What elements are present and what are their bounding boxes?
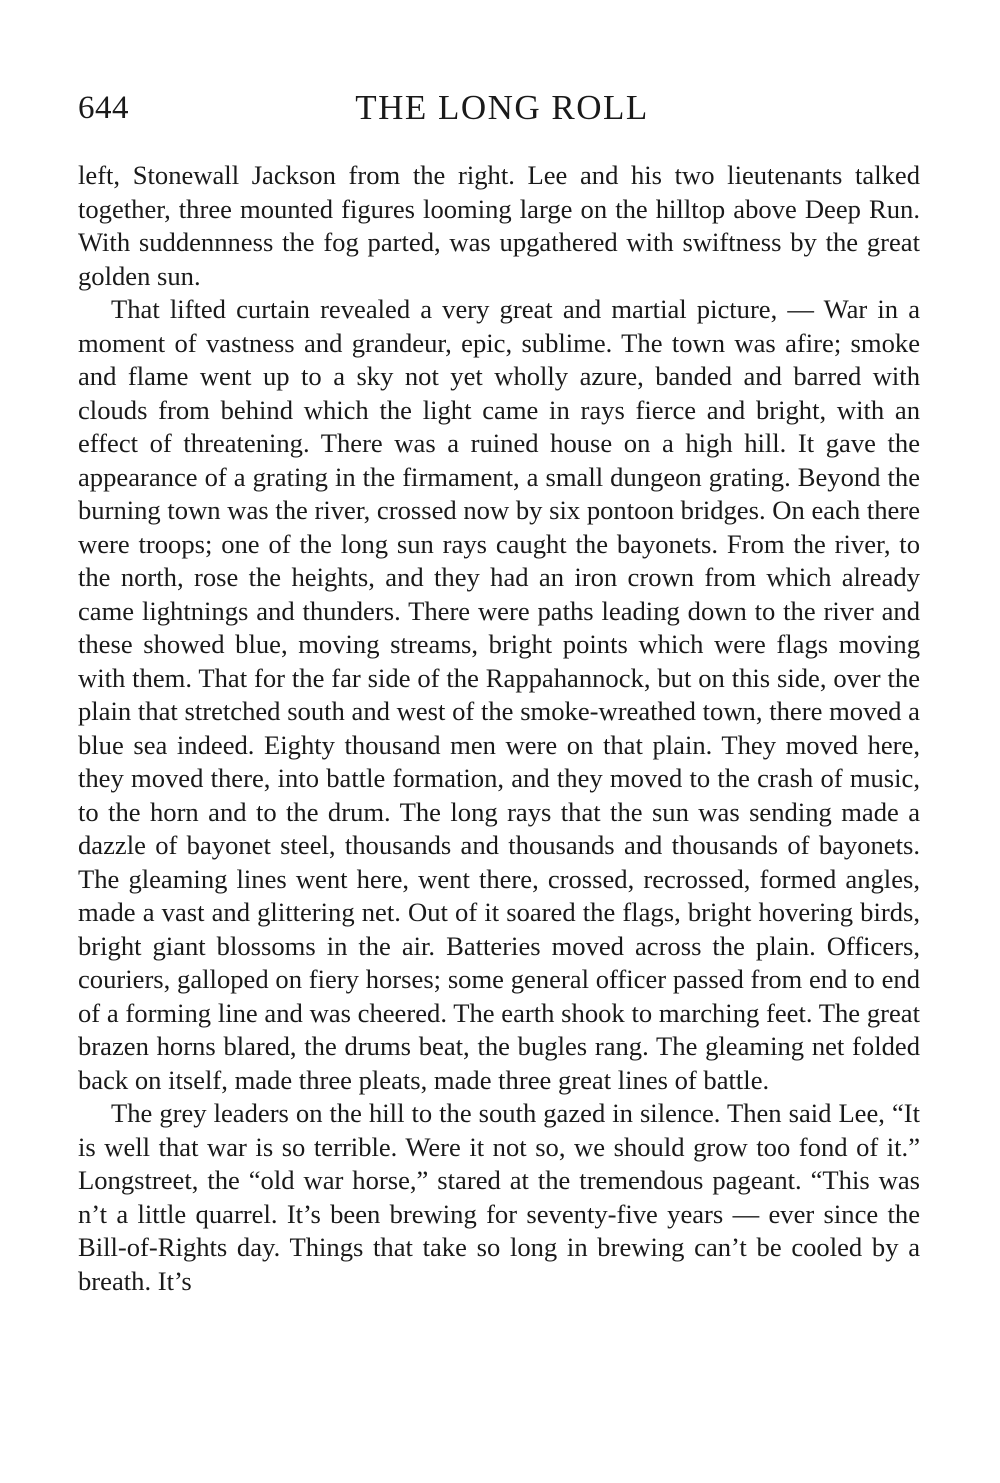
page-number: 644 bbox=[78, 90, 129, 126]
paragraph: That lifted curtain revealed a very great and martial picture, — War in a moment of vastness and grandeur, epic, sublime. The town was afire; smoke and flame went up to a sky not yet wholly azure, banded and barred with clouds from behind which the light came in rays fierce and bright, with an effect of threatening. There was a ruined house on a high hill. It gave the appearance of a grating in the firmament, a small dungeon grating. Beyond the burning town was the river, crossed now by six pontoon bridges. On each there were troops; one of the long sun rays caught the bayonets. From the river, to the north, rose the heights, and they had an iron crown from which already came lightnings and thunders. There were paths leading down to the river and these showed blue, moving streams, bright points which were flags moving with them. That for the far side of the Rappahannock, but on this side, over the plain that stretched south and west of the smoke-wreathed town, there moved a blue sea indeed. Eighty thousand men were on that plain. They moved here, they moved there, into battle formation, and they moved to the crash of music, to the horn and to the drum. The long rays that the sun was sending made a dazzle of bayonet steel, thousands and thousands and thousands of bayonets. The gleaming lines went here, went there, crossed, recrossed, formed angles, made a vast and glittering net. Out of it soared the flags, bright hovering birds, bright giant blossoms in the air. Batteries moved across the plain. Officers, couriers, galloped on fiery horses; some general officer passed from end to end of a forming line and was cheered. The earth shook to marching feet. The great brazen horns blared, the drums beat, the bugles rang. The gleaming net folded back on itself, made three pleats, made three great lines of battle. bbox=[78, 294, 920, 1095]
book-page bbox=[78, 88, 920, 1298]
paragraph-continued: left, Stonewall Jackson from the right. Lee and his two lieutenants talked together, three mounted figures looming large on the hilltop above Deep Run. With suddennness the fog parted, was upgathered with swiftness by the great golden sun. bbox=[78, 160, 920, 291]
running-title: THE LONG ROLL bbox=[355, 88, 649, 127]
body-text bbox=[78, 159, 920, 1298]
paragraph: The grey leaders on the hill to the south gazed in silence. Then said Lee, “It is well that war is so terrible. Were it not so, we should grow too fond of it.” Longstreet, the “old war horse,” stared at the tremendous pageant. “This was n’t a little quarrel. It’s been brewing for seventy-five years — ever since the Bill-of-Rights day. Things that take so long in brewing can’t be cooled by a breath. It’s bbox=[78, 1098, 920, 1296]
running-head bbox=[78, 88, 920, 136]
